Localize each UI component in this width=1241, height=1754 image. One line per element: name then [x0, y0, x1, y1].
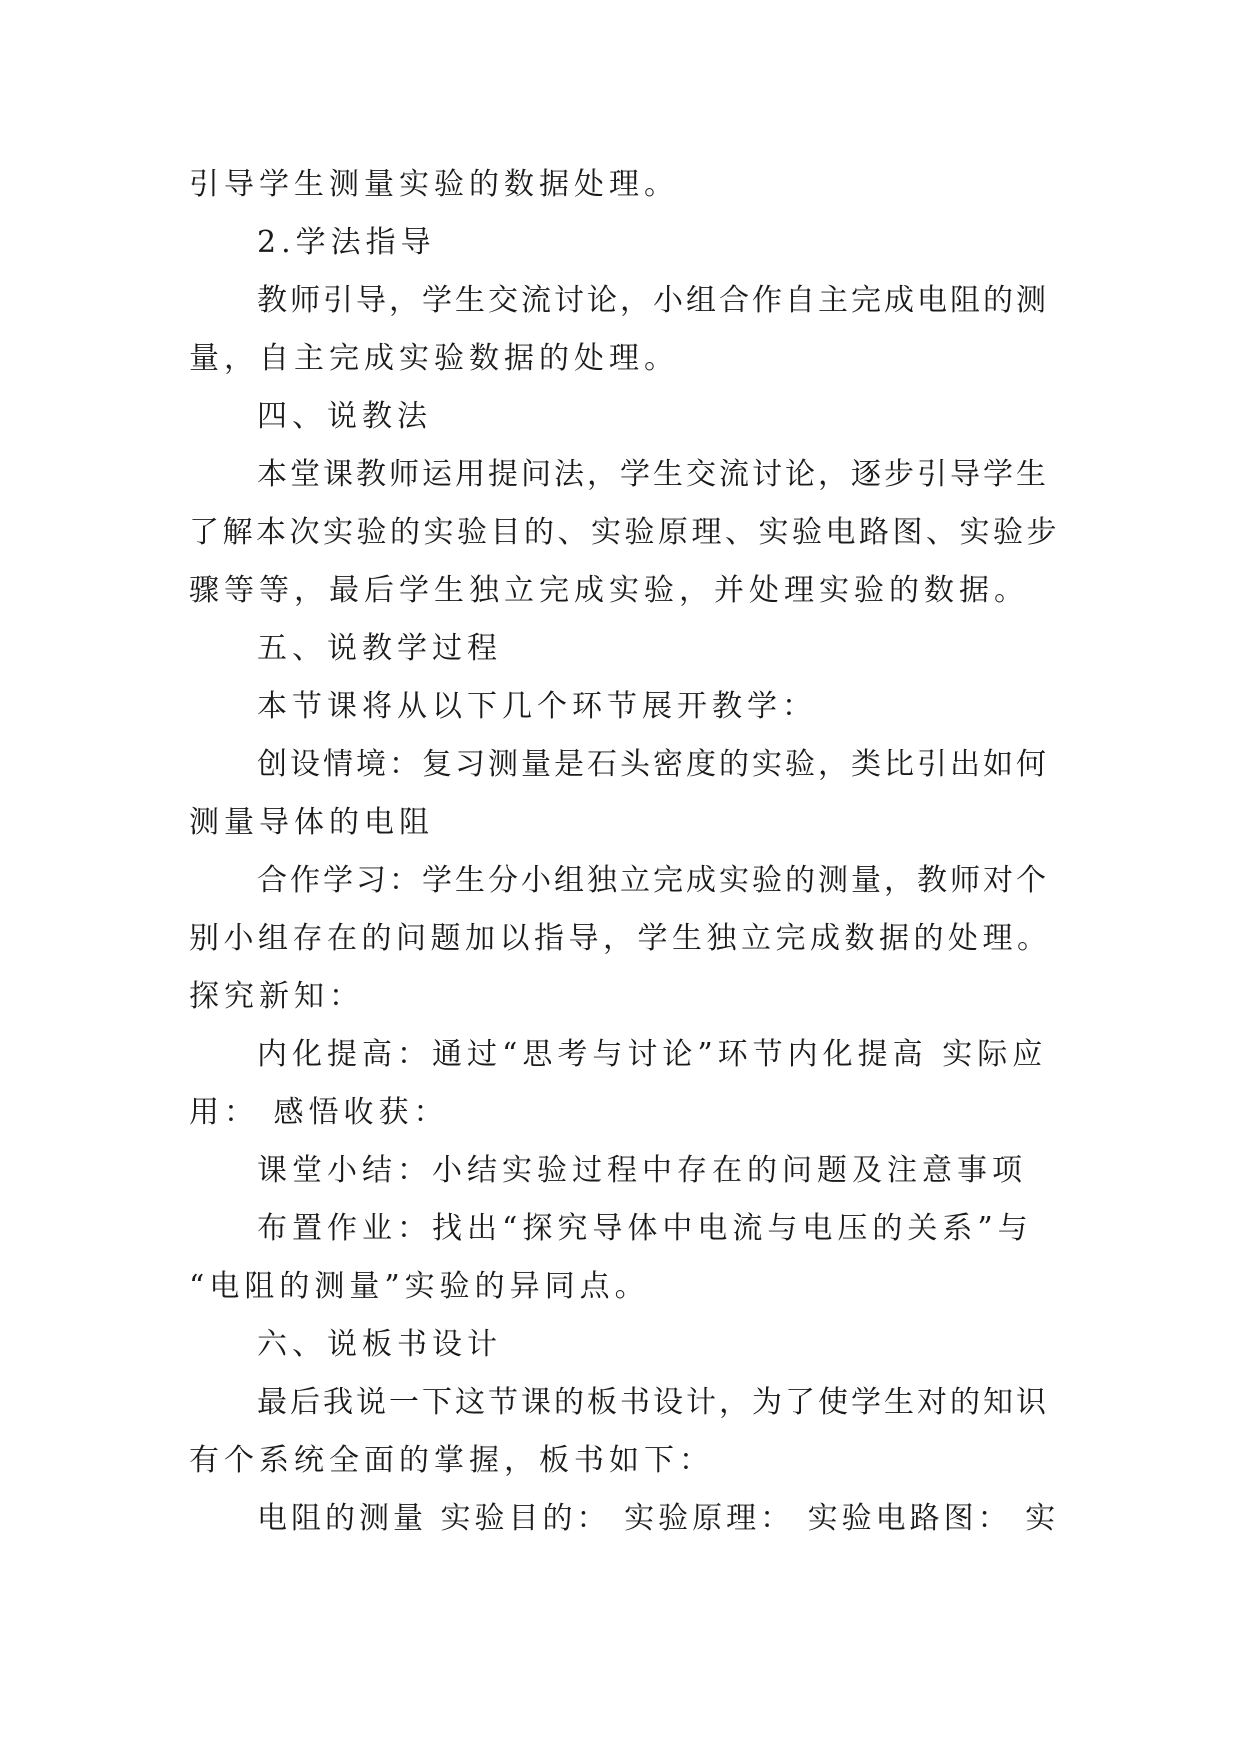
text-line: 量，自主完成实验数据的处理。: [189, 341, 679, 376]
text-line: 创设情境：复习测量是石头密度的实验，类比引出如何: [257, 747, 1049, 782]
text-line: 骤等等，最后学生独立完成实验，并处理实验的数据。: [189, 573, 1029, 608]
text-line: 电阻的测量 实验目的： 实验原理： 实验电路图： 实: [257, 1501, 1060, 1536]
text-line: 最后我说一下这节课的板书设计，为了使学生对的知识: [257, 1385, 1049, 1420]
text-line: 探究新知：: [189, 979, 364, 1014]
text-line: 五、说教学过程: [257, 631, 502, 666]
text-line: “电阻的测量”实验的异同点。: [189, 1269, 650, 1304]
text-line: 有个系统全面的掌握，板书如下：: [189, 1443, 714, 1478]
text-line: 引导学生测量实验的数据处理。: [189, 167, 679, 202]
text-line: 用： 感悟收获：: [189, 1095, 449, 1130]
text-line: 测量导体的电阻: [189, 805, 434, 840]
text-line: 教师引导，学生交流讨论，小组合作自主完成电阻的测: [257, 283, 1049, 318]
text-line: 了解本次实验的实验目的、实验原理、实验电路图、实验步: [189, 515, 1060, 550]
text-line: 四、说教法: [257, 399, 432, 434]
text-line: 别小组存在的问题加以指导，学生独立完成数据的处理。: [189, 921, 1052, 956]
text-line: 课堂小结：小结实验过程中存在的问题及注意事项: [257, 1153, 1027, 1188]
text-line: 内化提高：通过“思考与讨论”环节内化提高 实际应: [257, 1037, 1048, 1072]
text-line: 合作学习：学生分小组独立完成实验的测量，教师对个: [257, 863, 1049, 898]
text-line: 布置作业：找出“探究导体中电流与电压的关系”与: [257, 1211, 1033, 1246]
text-line: 六、说板书设计: [257, 1327, 502, 1362]
text-line: 2.学法指导: [257, 225, 436, 260]
text-line: 本节课将从以下几个环节展开教学：: [257, 689, 817, 724]
text-line: 本堂课教师运用提问法，学生交流讨论，逐步引导学生: [257, 457, 1049, 492]
